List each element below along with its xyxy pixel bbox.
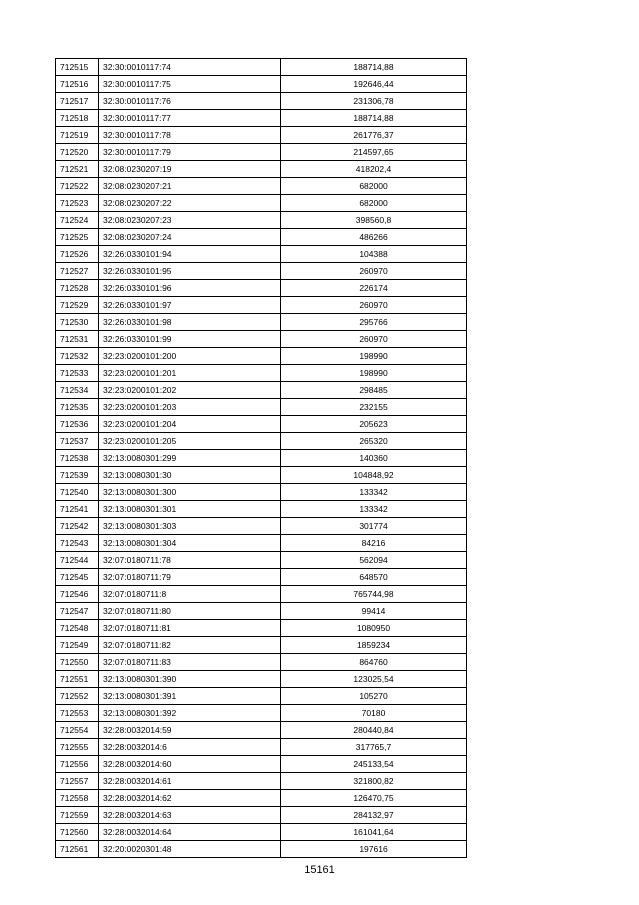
table-row	[56, 688, 467, 705]
row-id-cell: 712518	[56, 110, 99, 127]
value-cell: 1859234	[281, 637, 467, 654]
row-id-cell: 712526	[56, 246, 99, 263]
table-row	[56, 110, 467, 127]
row-id-cell: 712555	[56, 739, 99, 756]
table-row	[56, 127, 467, 144]
value-cell: 398560,8	[281, 212, 467, 229]
cadastral-number-cell: 32:13:0080301:30	[99, 467, 281, 484]
table-row	[56, 280, 467, 297]
table-body	[56, 59, 467, 858]
cadastral-number-cell: 32:07:0180711:80	[99, 603, 281, 620]
cadastral-number-cell: 32:08:0230207:24	[99, 229, 281, 246]
row-id-cell: 712544	[56, 552, 99, 569]
cadastral-number-cell: 32:13:0080301:391	[99, 688, 281, 705]
value-cell: 192646,44	[281, 76, 467, 93]
value-cell: 161041,64	[281, 824, 467, 841]
cadastral-number-cell: 32:13:0080301:300	[99, 484, 281, 501]
value-cell: 280440,84	[281, 722, 467, 739]
row-id-cell: 712529	[56, 297, 99, 314]
table-row	[56, 773, 467, 790]
row-id-cell: 712517	[56, 93, 99, 110]
row-id-cell: 712519	[56, 127, 99, 144]
row-id-cell: 712556	[56, 756, 99, 773]
value-cell: 295766	[281, 314, 467, 331]
cadastral-number-cell: 32:30:0010117:78	[99, 127, 281, 144]
row-id-cell: 712558	[56, 790, 99, 807]
cadastral-number-cell: 32:26:0330101:94	[99, 246, 281, 263]
row-id-cell: 712537	[56, 433, 99, 450]
row-id-cell: 712530	[56, 314, 99, 331]
row-id-cell: 712543	[56, 535, 99, 552]
table-row	[56, 246, 467, 263]
cadastral-number-cell: 32:28:0032014:64	[99, 824, 281, 841]
row-id-cell: 712521	[56, 161, 99, 178]
value-cell: 214597,65	[281, 144, 467, 161]
value-cell: 140360	[281, 450, 467, 467]
cadastral-number-cell: 32:30:0010117:75	[99, 76, 281, 93]
table-row	[56, 348, 467, 365]
table-row	[56, 671, 467, 688]
cadastral-number-cell: 32:07:0180711:8	[99, 586, 281, 603]
value-cell: 260970	[281, 297, 467, 314]
value-cell: 301774	[281, 518, 467, 535]
data-table	[55, 58, 467, 858]
table-row	[56, 756, 467, 773]
cadastral-number-cell: 32:30:0010117:76	[99, 93, 281, 110]
table-row	[56, 552, 467, 569]
cadastral-number-cell: 32:08:0230207:22	[99, 195, 281, 212]
value-cell: 265320	[281, 433, 467, 450]
row-id-cell: 712550	[56, 654, 99, 671]
table-row	[56, 450, 467, 467]
row-id-cell: 712551	[56, 671, 99, 688]
value-cell: 188714,88	[281, 59, 467, 76]
table-row	[56, 195, 467, 212]
value-cell: 188714,88	[281, 110, 467, 127]
table-row	[56, 705, 467, 722]
cadastral-number-cell: 32:26:0330101:97	[99, 297, 281, 314]
value-cell: 298485	[281, 382, 467, 399]
value-cell: 232155	[281, 399, 467, 416]
cadastral-number-cell: 32:13:0080301:390	[99, 671, 281, 688]
cadastral-number-cell: 32:08:0230207:23	[99, 212, 281, 229]
cadastral-number-cell: 32:28:0032014:6	[99, 739, 281, 756]
table-row	[56, 586, 467, 603]
value-cell: 231306,78	[281, 93, 467, 110]
value-cell: 198990	[281, 365, 467, 382]
table-row	[56, 297, 467, 314]
cadastral-number-cell: 32:26:0330101:95	[99, 263, 281, 280]
table-row	[56, 807, 467, 824]
row-id-cell: 712560	[56, 824, 99, 841]
cadastral-number-cell: 32:26:0330101:99	[99, 331, 281, 348]
cadastral-number-cell: 32:23:0200101:201	[99, 365, 281, 382]
cadastral-number-cell: 32:08:0230207:21	[99, 178, 281, 195]
row-id-cell: 712531	[56, 331, 99, 348]
cadastral-number-cell: 32:08:0230207:19	[99, 161, 281, 178]
cadastral-number-cell: 32:23:0200101:205	[99, 433, 281, 450]
value-cell: 562094	[281, 552, 467, 569]
row-id-cell: 712553	[56, 705, 99, 722]
row-id-cell: 712524	[56, 212, 99, 229]
table-row	[56, 467, 467, 484]
table-row	[56, 433, 467, 450]
row-id-cell: 712552	[56, 688, 99, 705]
cadastral-number-cell: 32:30:0010117:74	[99, 59, 281, 76]
table-row	[56, 824, 467, 841]
table-row	[56, 535, 467, 552]
table-row	[56, 212, 467, 229]
table-row	[56, 263, 467, 280]
value-cell: 104388	[281, 246, 467, 263]
table-row	[56, 59, 467, 76]
cadastral-number-cell: 32:13:0080301:301	[99, 501, 281, 518]
row-id-cell: 712536	[56, 416, 99, 433]
table-row	[56, 229, 467, 246]
cadastral-number-cell: 32:23:0200101:203	[99, 399, 281, 416]
cadastral-number-cell: 32:07:0180711:81	[99, 620, 281, 637]
cadastral-number-cell: 32:13:0080301:299	[99, 450, 281, 467]
table-row	[56, 399, 467, 416]
row-id-cell: 712538	[56, 450, 99, 467]
cadastral-number-cell: 32:20:0020301:48	[99, 841, 281, 858]
table-row	[56, 93, 467, 110]
row-id-cell: 712534	[56, 382, 99, 399]
value-cell: 317765,7	[281, 739, 467, 756]
row-id-cell: 712547	[56, 603, 99, 620]
cadastral-number-cell: 32:28:0032014:59	[99, 722, 281, 739]
value-cell: 123025,54	[281, 671, 467, 688]
value-cell: 133342	[281, 484, 467, 501]
row-id-cell: 712528	[56, 280, 99, 297]
value-cell: 245133,54	[281, 756, 467, 773]
table-row	[56, 637, 467, 654]
cadastral-number-cell: 32:30:0010117:79	[99, 144, 281, 161]
table-row	[56, 841, 467, 858]
value-cell: 486266	[281, 229, 467, 246]
row-id-cell: 712554	[56, 722, 99, 739]
value-cell: 682000	[281, 195, 467, 212]
table-row	[56, 484, 467, 501]
cadastral-number-cell: 32:07:0180711:78	[99, 552, 281, 569]
value-cell: 105270	[281, 688, 467, 705]
table-row	[56, 416, 467, 433]
cadastral-number-cell: 32:28:0032014:61	[99, 773, 281, 790]
table-row	[56, 331, 467, 348]
value-cell: 205623	[281, 416, 467, 433]
data-table-container	[55, 58, 467, 858]
row-id-cell: 712545	[56, 569, 99, 586]
value-cell: 260970	[281, 263, 467, 280]
row-id-cell: 712546	[56, 586, 99, 603]
cadastral-number-cell: 32:07:0180711:82	[99, 637, 281, 654]
table-row	[56, 722, 467, 739]
value-cell: 133342	[281, 501, 467, 518]
row-id-cell: 712561	[56, 841, 99, 858]
value-cell: 321800,82	[281, 773, 467, 790]
table-row	[56, 654, 467, 671]
table-row	[56, 790, 467, 807]
table-row	[56, 365, 467, 382]
value-cell: 84216	[281, 535, 467, 552]
row-id-cell: 712557	[56, 773, 99, 790]
value-cell: 104848,92	[281, 467, 467, 484]
table-row	[56, 603, 467, 620]
value-cell: 260970	[281, 331, 467, 348]
table-row	[56, 161, 467, 178]
value-cell: 99414	[281, 603, 467, 620]
value-cell: 226174	[281, 280, 467, 297]
cadastral-number-cell: 32:23:0200101:202	[99, 382, 281, 399]
cadastral-number-cell: 32:26:0330101:96	[99, 280, 281, 297]
row-id-cell: 712542	[56, 518, 99, 535]
table-row	[56, 620, 467, 637]
row-id-cell: 712548	[56, 620, 99, 637]
table-row	[56, 144, 467, 161]
page-number: 15161	[304, 864, 335, 876]
value-cell: 70180	[281, 705, 467, 722]
value-cell: 284132,97	[281, 807, 467, 824]
row-id-cell: 712527	[56, 263, 99, 280]
cadastral-number-cell: 32:28:0032014:60	[99, 756, 281, 773]
cadastral-number-cell: 32:26:0330101:98	[99, 314, 281, 331]
value-cell: 648570	[281, 569, 467, 586]
row-id-cell: 712559	[56, 807, 99, 824]
row-id-cell: 712533	[56, 365, 99, 382]
value-cell: 1080950	[281, 620, 467, 637]
table-row	[56, 178, 467, 195]
value-cell: 197616	[281, 841, 467, 858]
row-id-cell: 712523	[56, 195, 99, 212]
table-row	[56, 382, 467, 399]
cadastral-number-cell: 32:13:0080301:392	[99, 705, 281, 722]
value-cell: 126470,75	[281, 790, 467, 807]
cadastral-number-cell: 32:28:0032014:63	[99, 807, 281, 824]
row-id-cell: 712540	[56, 484, 99, 501]
cadastral-number-cell: 32:07:0180711:79	[99, 569, 281, 586]
row-id-cell: 712522	[56, 178, 99, 195]
row-id-cell: 712539	[56, 467, 99, 484]
table-row	[56, 314, 467, 331]
cadastral-number-cell: 32:30:0010117:77	[99, 110, 281, 127]
row-id-cell: 712516	[56, 76, 99, 93]
row-id-cell: 712520	[56, 144, 99, 161]
value-cell: 682000	[281, 178, 467, 195]
value-cell: 418202,4	[281, 161, 467, 178]
value-cell: 261776,37	[281, 127, 467, 144]
row-id-cell: 712532	[56, 348, 99, 365]
row-id-cell: 712535	[56, 399, 99, 416]
cadastral-number-cell: 32:07:0180711:83	[99, 654, 281, 671]
cadastral-number-cell: 32:13:0080301:304	[99, 535, 281, 552]
table-row	[56, 501, 467, 518]
value-cell: 198990	[281, 348, 467, 365]
table-row	[56, 76, 467, 93]
cadastral-number-cell: 32:13:0080301:303	[99, 518, 281, 535]
table-row	[56, 569, 467, 586]
row-id-cell: 712525	[56, 229, 99, 246]
value-cell: 864760	[281, 654, 467, 671]
row-id-cell: 712541	[56, 501, 99, 518]
row-id-cell: 712549	[56, 637, 99, 654]
cadastral-number-cell: 32:28:0032014:62	[99, 790, 281, 807]
cadastral-number-cell: 32:23:0200101:204	[99, 416, 281, 433]
cadastral-number-cell: 32:23:0200101:200	[99, 348, 281, 365]
table-row	[56, 739, 467, 756]
table-row	[56, 518, 467, 535]
value-cell: 765744,98	[281, 586, 467, 603]
row-id-cell: 712515	[56, 59, 99, 76]
